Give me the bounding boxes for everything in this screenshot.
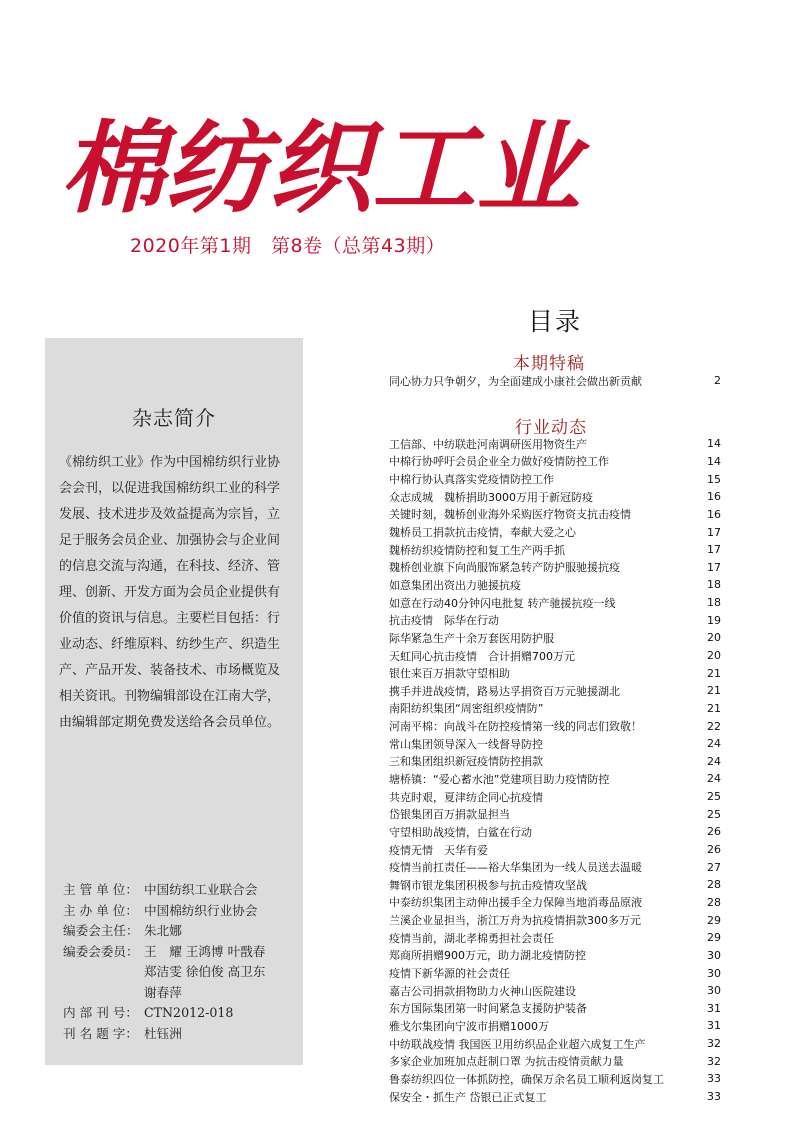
toc-entry-page: 14	[707, 437, 721, 451]
toc-entry-page: 21	[707, 666, 721, 680]
toc-entry-title: 疫情下新华源的社会责任	[389, 967, 510, 981]
toc-entry[interactable]	[389, 594, 721, 612]
toc-entry-title: 保安全・抓生产 岱银已正式复工	[389, 1090, 547, 1104]
toc-entry-page: 21	[707, 684, 721, 698]
toc-entry-title: 际华紧急生产十余万套医用防护服	[389, 631, 554, 645]
credit-value: 王 耀 王鸿博 叶戬春	[144, 943, 266, 959]
toc-entry-title: 中棉行协认真落实党疫情防控工作	[389, 473, 554, 487]
toc-entry[interactable]	[389, 541, 721, 559]
toc-entry-page: 32	[707, 1054, 721, 1068]
toc-entry-title: 携手并进战疫情，路易达孚捐资百万元驰援湖北	[389, 684, 620, 698]
toc-entry-page: 21	[707, 701, 721, 715]
credit-value: CTN2012-018	[144, 1005, 234, 1020]
toc-entry[interactable]	[389, 929, 721, 947]
toc-entry-page: 17	[707, 525, 721, 539]
credit-row	[63, 921, 298, 942]
toc-entry[interactable]	[389, 435, 721, 453]
toc-entry[interactable]	[389, 1017, 721, 1035]
toc-entry-page: 20	[707, 649, 721, 662]
toc-entry[interactable]	[389, 947, 721, 965]
intro-title: 杂志简介	[132, 406, 216, 430]
toc-entry-page: 29	[707, 931, 721, 945]
toc-entry-page: 27	[707, 860, 721, 874]
masthead-logo	[40, 95, 600, 225]
credit-value: 朱北娜	[144, 923, 182, 938]
toc-entry[interactable]	[389, 470, 721, 488]
toc-entry-page: 29	[707, 913, 721, 927]
toc-entry-title: 鲁泰纺织四位一体抓防控，确保万余名员工顺利返岗复工	[389, 1072, 664, 1086]
toc-entry-title: 魏桥创业旗下向尚服饰紧急转产防护服驰援抗疫	[389, 561, 620, 575]
toc-entry-title: 抗击疫情 际华在行动	[389, 614, 499, 628]
toc-entry[interactable]	[389, 735, 721, 753]
credit-row	[63, 1003, 298, 1024]
toc-entry-page: 32	[707, 1037, 721, 1051]
credit-value: 杜钰洲	[144, 1025, 182, 1041]
toc-entry[interactable]	[389, 372, 721, 390]
credit-label: 主 管 单 位：	[63, 882, 138, 897]
toc-entry-title: 天虹同心抗击疫情 合计捐赠700万元	[389, 649, 575, 663]
toc-entry-title: 塘桥镇：“爱心蓄水池”党建项目助力疫情防控	[389, 772, 610, 786]
toc-entry[interactable]	[389, 876, 721, 894]
toc-entry-title: 河南平棉：向战斗在防控疫情第一线的同志们致敬！	[389, 720, 642, 734]
toc-list-industry-news	[389, 435, 721, 1105]
toc-entry-title: 疫情无情 天华有爱	[389, 843, 488, 857]
toc-entry-page: 14	[707, 454, 721, 468]
credit-row	[63, 1024, 298, 1045]
toc-entry-title: 郑商所捐赠900万元，助力湖北疫情防控	[389, 949, 586, 963]
toc-entry-title: 疫情当前，湖北孝棉勇担社会责任	[389, 931, 554, 945]
toc-entry-title: 关键时刻，魏桥创业海外采购医疗物资支抗击疫情	[389, 508, 631, 522]
intro-body: 《棉纺织工业》作为中国棉纺织行业协会会刊，以促进我国棉纺织工业的科学发展、技术进步及效益提高为宗旨，立足于服务会员企业、加强协会与企业间的信息交流与沟通，在科技、经济、管理、创新、开发方面为会员企业提供有价值的资讯与信息。主要栏目包括：行业动态、纤维原料、纺纱生产、织造生产、产品开发、装备技术、市场概览及相关资讯。刊物编辑部设在江南大学，由编辑部定期免费发送给各会员单位。	[59, 455, 281, 730]
toc-entry[interactable]	[389, 858, 721, 876]
toc-entry[interactable]	[389, 753, 721, 771]
toc-entry-page: 22	[707, 719, 721, 733]
toc-entry-page: 24	[707, 772, 721, 786]
toc-entry-title: 疫情当前扛责任——裕大华集团为一线人员送去温暖	[389, 861, 642, 875]
toc-entry-page: 30	[707, 966, 721, 980]
toc-entry-page: 24	[707, 737, 721, 751]
toc-entry-page: 16	[707, 490, 721, 504]
credits	[63, 880, 298, 1044]
section-title-industry-news: 行业动态	[515, 418, 587, 438]
toc-entry[interactable]	[389, 1088, 721, 1106]
toc-entry-title: 岱银集团百万捐款显担当	[389, 808, 510, 822]
toc-entry[interactable]	[389, 770, 721, 788]
toc-entry-page: 28	[707, 895, 721, 909]
toc-entry-page: 2	[714, 374, 721, 388]
toc-entry-page: 30	[707, 948, 721, 962]
toc-entry-page: 28	[707, 878, 721, 892]
toc-entry-title: 常山集团领导深入一线督导防控	[389, 737, 543, 751]
toc-entry-page: 30	[707, 984, 721, 998]
toc-entry-title: 中棉行协呼吁会员企业全力做好疫情防控工作	[389, 455, 609, 469]
toc-entry-title: 共克时艰，夏津纺企同心抗疫情	[389, 790, 543, 804]
toc-entry-page: 20	[707, 631, 721, 645]
credit-row	[63, 942, 298, 963]
toc-entry-page: 26	[707, 825, 721, 839]
toc-entry-title: 兰溪企业显担当，浙江万舟为抗疫情捐款300多万元	[389, 914, 641, 928]
credit-label: 编委会主任：	[63, 923, 139, 938]
credit-label: 主 办 单 位：	[63, 902, 138, 918]
toc-entry-title: 众志成城 魏桥捐助3000万用于新冠防疫	[389, 490, 593, 504]
toc-entry[interactable]	[389, 717, 721, 735]
toc-entry[interactable]	[389, 576, 721, 594]
toc-entry-title: 魏桥纺织疫情防控和复工生产两手抓	[389, 543, 565, 557]
toc-entry[interactable]	[389, 682, 721, 700]
toc-entry-page: 16	[707, 507, 721, 521]
toc-entry[interactable]	[389, 506, 721, 524]
toc-entry[interactable]	[389, 788, 721, 806]
toc-entry-page: 17	[707, 543, 721, 557]
toc-entry-page: 26	[707, 843, 721, 857]
toc-entry-title: 银仕来百万捐款守望相助	[389, 667, 510, 681]
toc-entry[interactable]	[389, 1070, 721, 1088]
toc-entry[interactable]	[389, 558, 721, 576]
toc-entry[interactable]	[389, 805, 721, 823]
toc-entry[interactable]	[389, 982, 721, 1000]
toc-entry-page: 25	[707, 790, 721, 804]
toc-entry-title: 三和集团组织新冠疫情防控捐款	[389, 755, 543, 769]
credit-row	[63, 880, 298, 901]
toc-entry[interactable]	[389, 647, 721, 665]
credit-value: 郑洁雯 徐伯俊 高卫东	[144, 964, 266, 979]
toc-entry[interactable]	[389, 453, 721, 471]
issue-line: 2020年第1期 第8卷（总第43期）	[130, 235, 446, 257]
toc-entry[interactable]	[389, 894, 721, 912]
toc-entry-page: 24	[707, 754, 721, 768]
toc-entry-title: 守望相助战疫情，白鲨在行动	[389, 825, 532, 839]
toc-entry-page: 15	[707, 472, 721, 486]
credit-label: 编委会委员：	[63, 943, 139, 959]
toc-entry-page: 31	[707, 1001, 721, 1015]
toc-entry-page: 17	[707, 560, 721, 574]
toc-entry-title: 南阳纺织集团“周密组织疫情防”	[389, 702, 544, 716]
toc-entry-title: 雅戈尔集团向宁波市捐赠1000万	[389, 1019, 549, 1033]
toc-entry-title: 如意在行动40分钟闪电批复 转产驰援抗疫一线	[389, 596, 616, 610]
masthead-title: 棉纺织工业	[60, 109, 591, 225]
toc-entry-title: 中泰纺织集团主动伸出援手全力保障当地消毒品原液	[389, 896, 642, 910]
toc-heading: 目录	[528, 307, 583, 336]
credit-value: 中国棉纺织行业协会	[144, 902, 258, 918]
credit-label: 内 部 刊 号：	[63, 1005, 138, 1020]
toc-entry[interactable]	[389, 1052, 721, 1070]
toc-entry-page: 18	[707, 596, 721, 610]
toc-entry-page: 18	[707, 578, 721, 592]
toc-entry[interactable]	[389, 488, 721, 506]
toc-entry[interactable]	[389, 911, 721, 929]
credit-value: 中国纺织工业联合会	[144, 882, 258, 897]
toc-entry-page: 33	[707, 1072, 721, 1086]
toc-entry[interactable]	[389, 700, 721, 718]
section-title-featured: 本期特稿	[513, 354, 585, 374]
toc-entry[interactable]	[389, 664, 721, 682]
toc-entry[interactable]	[389, 1000, 721, 1018]
toc-list-featured	[389, 372, 721, 390]
toc-entry-title: 同心协力只争朝夕，为全面建成小康社会做出新贡献	[389, 374, 642, 388]
toc-entry[interactable]	[389, 964, 721, 982]
toc-entry-title: 嘉吉公司捐款捐物助力火神山医院建设	[389, 984, 576, 998]
credit-label: 刊 名 题 字：	[63, 1025, 138, 1041]
credit-value: 谢春萍	[144, 984, 182, 1000]
toc-entry[interactable]	[389, 523, 721, 541]
toc-entry-title: 如意集团出资出力驰援抗疫	[389, 578, 521, 592]
toc-entry-title: 工信部、中纺联赴河南调研医用物资生产	[389, 437, 587, 451]
toc-entry-title: 东方国际集团第一时间紧急支援防护装备	[389, 1002, 587, 1016]
toc-entry-page: 33	[707, 1090, 721, 1104]
toc-entry-title: 多家企业加班加点赶制口罩 为抗击疫情贡献力量	[389, 1055, 624, 1069]
toc-entry-title: 舞钢市银龙集团积极参与抗击疫情攻坚战	[389, 878, 587, 892]
toc-entry[interactable]	[389, 629, 721, 647]
intro-panel	[45, 338, 303, 1065]
credit-row	[63, 901, 298, 922]
toc-entry-page: 31	[707, 1019, 721, 1033]
toc-entry-page: 19	[707, 613, 721, 627]
toc-entry[interactable]	[389, 611, 721, 629]
toc-entry-title: 魏桥员工捐款抗击疫情，奉献大爱之心	[389, 526, 576, 540]
toc-entry-page: 25	[707, 807, 721, 821]
toc-entry-title: 中纺联战疫情 我国医卫用纺织品企业超六成复工生产	[389, 1037, 646, 1051]
toc-entry[interactable]	[389, 841, 721, 859]
toc-entry[interactable]	[389, 823, 721, 841]
toc-entry[interactable]	[389, 1035, 721, 1053]
